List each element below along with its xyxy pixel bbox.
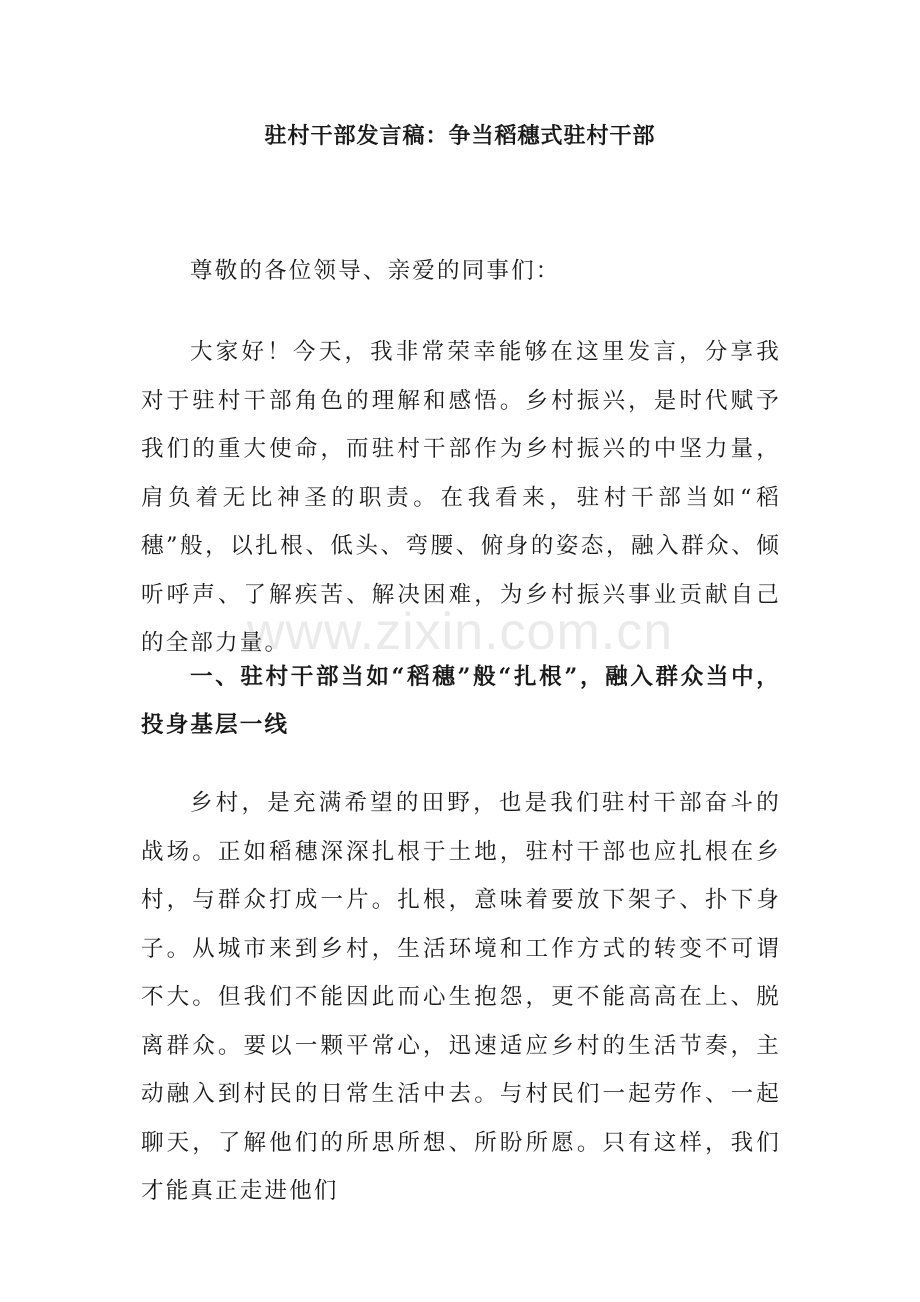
document-title: 驻村干部发言稿：争当稻穗式驻村干部	[264, 123, 656, 149]
watermark: www.zixin.com.cn	[246, 603, 674, 661]
section-heading-1: 一、驻村干部当如“稻穗”般“扎根”，融入群众当中，投身基层一线	[141, 664, 781, 738]
paragraph-intro: 大家好！今天，我非常荣幸能够在这里发言，分享我对于驻村干部角色的理解和感悟。乡村振兴，是时代赋予我们的重大使命，而驻村干部作为乡村振兴的中坚力量，肩负着无比神圣的职责。在我看来，驻村干部当如“稻穗”般，以扎根、低头、弯腰、俯身的姿态，融入群众、倾听呼声、了解疾苦、解决困难，为乡村振兴事业贡献自己的全部力量。	[141, 339, 781, 656]
paragraph-section-1: 乡村，是充满希望的田野，也是我们驻村干部奋斗的战场。正如稻穗深深扎根于土地，驻村干部也应扎根在乡村，与群众打成一片。扎根，意味着要放下架子、扑下身子。从城市来到乡村，生活环境和工作方式的转变不可谓不大。但我们不能因此而心生抱怨，更不能高高在上、脱离群众。要以一颗平常心，迅速适应乡村的生活节奏，主动融入到村民的日常生活中去。与村民们一起劳作、一起聊天，了解他们的所思所想、所盼所愿。只有这样，我们才能真正走进他们	[141, 790, 781, 1204]
salutation: 尊敬的各位领导、亲爱的同事们：	[190, 258, 561, 284]
